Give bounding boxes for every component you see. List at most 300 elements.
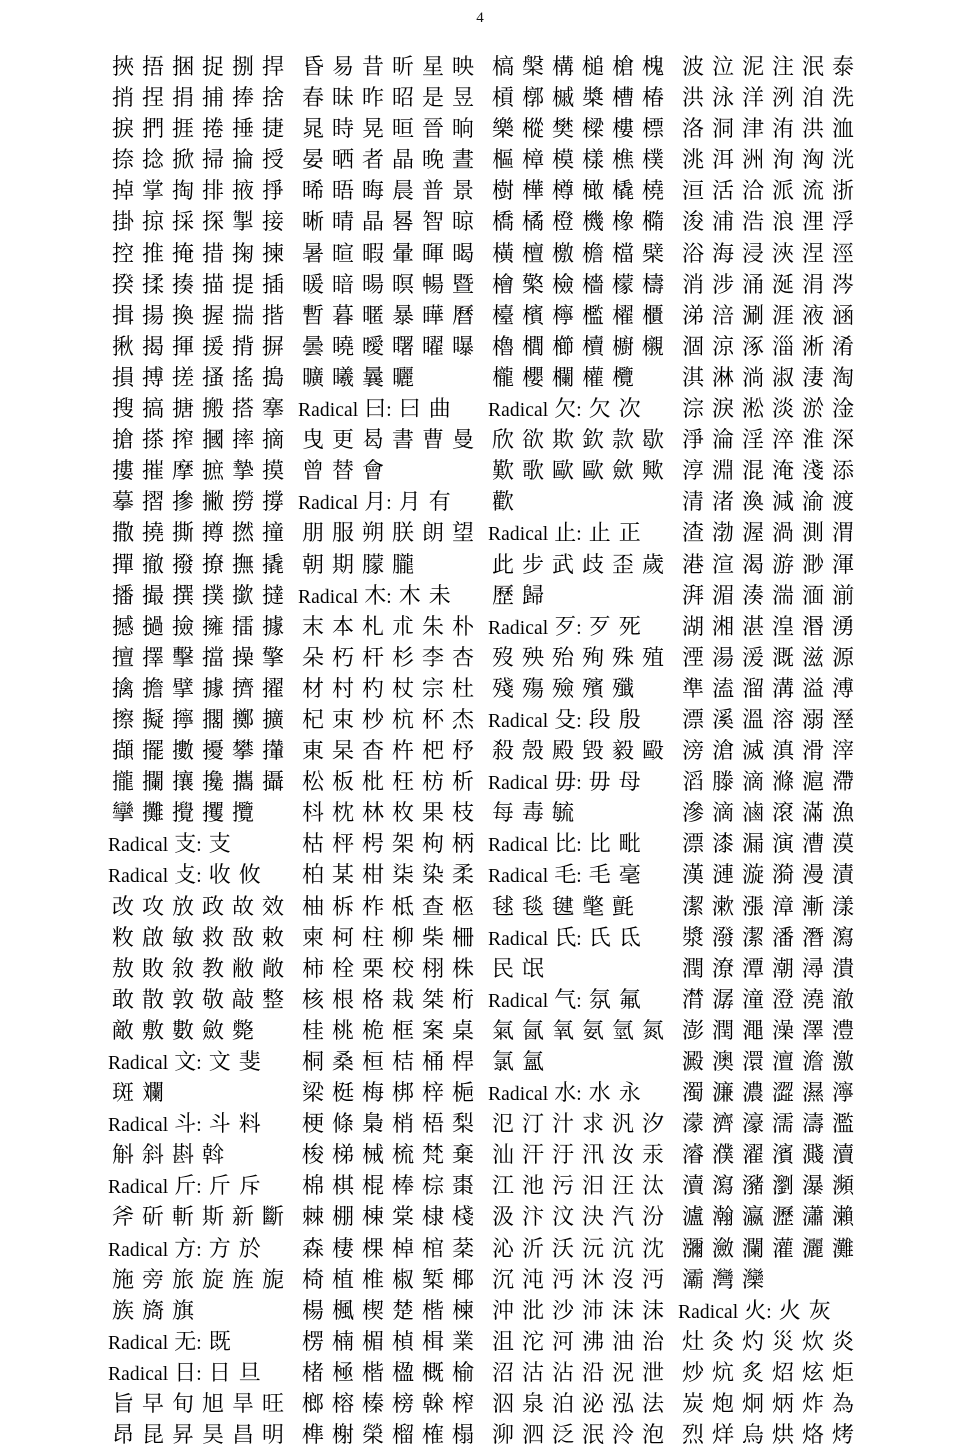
character-cell[interactable]: 沅 (581, 1236, 604, 1262)
character-cell[interactable]: 擬 (141, 707, 164, 733)
character-cell[interactable]: 溉 (771, 645, 794, 671)
character-cell[interactable]: 架 (391, 832, 414, 858)
character-cell[interactable]: 捎 (111, 86, 134, 112)
character-cell[interactable]: 汎 (611, 1112, 634, 1138)
character-cell[interactable]: 暢 (421, 272, 444, 298)
radical-glyph[interactable]: 文 (174, 1050, 197, 1075)
radical-glyph[interactable]: 火 (744, 1298, 767, 1324)
character-cell[interactable]: 搓 (171, 365, 194, 391)
character-cell[interactable]: 汕 (491, 1143, 514, 1169)
character-cell[interactable]: 烤 (831, 1423, 854, 1449)
character-cell[interactable]: 炙 (741, 1360, 764, 1386)
character-cell[interactable]: 棺 (421, 1236, 444, 1262)
character-cell[interactable]: 泯 (801, 55, 824, 80)
character-cell[interactable]: 涓 (801, 272, 824, 298)
character-cell[interactable]: 摘 (261, 428, 284, 454)
character-cell[interactable]: 桐 (301, 1050, 324, 1075)
character-cell[interactable]: 湄 (711, 583, 734, 609)
character-cell[interactable]: 掏 (171, 179, 194, 205)
character-cell[interactable]: 村 (331, 676, 354, 702)
radical-glyph[interactable]: 斗 (174, 1112, 197, 1138)
character-cell[interactable]: 撻 (261, 583, 284, 609)
character-cell[interactable]: 書 (391, 428, 414, 454)
character-cell[interactable]: 榨 (451, 1392, 474, 1418)
character-cell[interactable]: 歎 (491, 459, 514, 485)
character-cell[interactable]: 泣 (711, 55, 734, 80)
character-cell[interactable]: 污 (551, 1174, 574, 1200)
character-cell[interactable]: 瀉 (831, 925, 854, 951)
character-cell[interactable]: 杭 (391, 707, 414, 733)
character-cell[interactable]: 氧 (551, 1018, 574, 1044)
character-cell[interactable]: 沱 (521, 1329, 544, 1355)
character-cell[interactable]: 泰 (831, 55, 854, 80)
character-cell[interactable]: 炕 (711, 1360, 734, 1386)
character-cell[interactable]: 汝 (611, 1143, 634, 1169)
character-cell[interactable]: 滯 (831, 770, 854, 796)
character-cell[interactable]: 港 (681, 552, 704, 578)
character-cell[interactable]: 檸 (551, 303, 574, 329)
character-cell[interactable]: 漢 (681, 863, 704, 889)
character-cell[interactable]: 漸 (801, 894, 824, 920)
character-cell[interactable]: 月 (398, 490, 421, 516)
character-cell[interactable]: 據 (201, 676, 224, 702)
character-cell[interactable]: 梗 (301, 1112, 324, 1138)
character-cell[interactable]: 斥 (238, 1174, 261, 1200)
character-cell[interactable]: 採 (171, 210, 194, 236)
character-cell[interactable]: 汲 (491, 1205, 514, 1231)
character-cell[interactable]: 撼 (111, 614, 134, 640)
character-cell[interactable]: 淫 (741, 428, 764, 454)
character-cell[interactable]: 淚 (711, 397, 734, 423)
character-cell[interactable]: 斫 (141, 1205, 164, 1231)
character-cell[interactable]: 殮 (551, 676, 574, 702)
character-cell[interactable]: 滑 (801, 739, 824, 765)
radical-glyph[interactable]: 无 (174, 1329, 197, 1355)
character-cell[interactable]: 氅 (581, 894, 604, 920)
character-cell[interactable]: 汗 (521, 1143, 544, 1169)
character-cell[interactable]: 樂 (491, 117, 514, 143)
character-cell[interactable]: 洱 (711, 148, 734, 174)
character-cell[interactable]: 淞 (741, 397, 764, 423)
character-cell[interactable]: 晴 (331, 210, 354, 236)
character-cell[interactable]: 宗 (421, 676, 444, 702)
character-cell[interactable]: 濺 (801, 1143, 824, 1169)
character-cell[interactable]: 擁 (201, 614, 224, 640)
character-cell[interactable]: 災 (771, 1329, 794, 1355)
character-cell[interactable]: 氾 (491, 1112, 514, 1138)
character-cell[interactable]: 濮 (711, 1143, 734, 1169)
character-cell[interactable]: 束 (331, 707, 354, 733)
character-cell[interactable]: 擰 (171, 707, 194, 733)
character-cell[interactable]: 漣 (711, 863, 734, 889)
character-cell[interactable]: 沫 (641, 1298, 664, 1324)
character-cell[interactable]: 柿 (301, 956, 324, 982)
character-cell[interactable]: 桔 (391, 1050, 414, 1075)
character-cell[interactable]: 沂 (521, 1236, 544, 1262)
character-cell[interactable]: 殼 (521, 739, 544, 765)
character-cell[interactable]: 擊 (171, 645, 194, 671)
character-cell[interactable]: 析 (451, 770, 474, 796)
character-cell[interactable]: 撩 (201, 552, 224, 578)
character-cell[interactable]: 漂 (681, 707, 704, 733)
character-cell[interactable]: 棟 (361, 1205, 384, 1231)
character-cell[interactable]: 毯 (521, 894, 544, 920)
character-cell[interactable]: 條 (331, 1112, 354, 1138)
character-cell[interactable]: 炤 (771, 1360, 794, 1386)
character-cell[interactable]: 沁 (491, 1236, 514, 1262)
character-cell[interactable]: 揖 (111, 303, 134, 329)
character-cell[interactable]: 昨 (361, 86, 384, 112)
character-cell[interactable]: 步 (521, 552, 544, 578)
character-cell[interactable]: 灞 (681, 1267, 704, 1293)
character-cell[interactable]: 檗 (641, 241, 664, 267)
character-cell[interactable]: 搖 (231, 365, 254, 391)
radical-glyph[interactable]: 比 (554, 832, 577, 858)
character-cell[interactable]: 暇 (361, 241, 384, 267)
character-cell[interactable]: 掣 (231, 210, 254, 236)
character-cell[interactable]: 淘 (831, 365, 854, 391)
character-cell[interactable]: 敗 (141, 956, 164, 982)
character-cell[interactable]: 瀉 (711, 1174, 734, 1200)
character-cell[interactable]: 槃 (521, 55, 544, 80)
character-cell[interactable]: 梵 (421, 1143, 444, 1169)
character-cell[interactable]: 晃 (361, 117, 384, 143)
character-cell[interactable]: 方 (208, 1236, 231, 1262)
character-cell[interactable]: 梢 (391, 1112, 414, 1138)
character-cell[interactable]: 敝 (231, 956, 254, 982)
character-cell[interactable]: 搬 (201, 397, 224, 423)
character-cell[interactable]: 潤 (681, 956, 704, 982)
radical-glyph[interactable]: 欠 (554, 397, 577, 423)
character-cell[interactable]: 流 (801, 179, 824, 205)
character-cell[interactable]: 掃 (201, 148, 224, 174)
character-cell[interactable]: 既 (208, 1329, 231, 1355)
character-cell[interactable]: 搞 (141, 397, 164, 423)
character-cell[interactable]: 昌 (231, 1423, 254, 1449)
character-cell[interactable]: 楷 (421, 1298, 444, 1324)
character-cell[interactable]: 榮 (361, 1423, 384, 1449)
character-cell[interactable]: 朔 (361, 521, 384, 547)
character-cell[interactable]: 殖 (641, 645, 664, 671)
character-cell[interactable]: 攬 (231, 801, 254, 827)
character-cell[interactable]: 楨 (391, 1329, 414, 1355)
character-cell[interactable]: 掠 (141, 210, 164, 236)
radical-glyph[interactable]: 止 (554, 521, 577, 547)
character-cell[interactable]: 模 (551, 148, 574, 174)
character-cell[interactable]: 掖 (231, 179, 254, 205)
character-cell[interactable]: 晶 (391, 148, 414, 174)
character-cell[interactable]: 敢 (111, 987, 134, 1013)
character-cell[interactable]: 柞 (361, 894, 384, 920)
character-cell[interactable]: 曙 (391, 334, 414, 360)
character-cell[interactable]: 掩 (171, 241, 194, 267)
character-cell[interactable]: 暄 (331, 241, 354, 267)
character-cell[interactable]: 淨 (681, 428, 704, 454)
character-cell[interactable]: 敏 (171, 925, 194, 951)
character-cell[interactable]: 櫂 (611, 303, 634, 329)
character-cell[interactable]: 柢 (391, 894, 414, 920)
character-cell[interactable]: 潘 (771, 925, 794, 951)
character-cell[interactable]: 換 (171, 303, 194, 329)
character-cell[interactable]: 揩 (261, 303, 284, 329)
character-cell[interactable]: 歐 (581, 459, 604, 485)
character-cell[interactable]: 槭 (551, 86, 574, 112)
character-cell[interactable]: 激 (831, 1050, 854, 1075)
character-cell[interactable]: 桁 (451, 987, 474, 1013)
character-cell[interactable]: 摒 (261, 334, 284, 360)
character-cell[interactable]: 泯 (581, 1423, 604, 1449)
character-cell[interactable]: 查 (421, 894, 444, 920)
character-cell[interactable]: 潯 (801, 956, 824, 982)
character-cell[interactable]: 泡 (641, 1423, 664, 1449)
character-cell[interactable]: 烈 (681, 1423, 704, 1449)
character-cell[interactable]: 啟 (141, 925, 164, 951)
character-cell[interactable]: 改 (111, 894, 134, 920)
character-cell[interactable]: 漠 (831, 832, 854, 858)
character-cell[interactable]: 晾 (451, 210, 474, 236)
character-cell[interactable]: 潔 (741, 925, 764, 951)
character-cell[interactable]: 散 (141, 987, 164, 1013)
character-cell[interactable]: 桅 (361, 1018, 384, 1044)
character-cell[interactable]: 枸 (421, 832, 444, 858)
character-cell[interactable]: 炒 (681, 1360, 704, 1386)
character-cell[interactable]: 搜 (111, 397, 134, 423)
character-cell[interactable]: 沘 (521, 1298, 544, 1324)
character-cell[interactable]: 炫 (801, 1360, 824, 1386)
character-cell[interactable]: 杪 (361, 707, 384, 733)
character-cell[interactable]: 擴 (261, 707, 284, 733)
character-cell[interactable]: 炭 (681, 1392, 704, 1418)
character-cell[interactable]: 湧 (831, 614, 854, 640)
character-cell[interactable]: 沒 (611, 1267, 634, 1293)
character-cell[interactable]: 楹 (391, 1360, 414, 1386)
character-cell[interactable]: 氳 (521, 1050, 544, 1075)
character-cell[interactable]: 據 (261, 614, 284, 640)
character-cell[interactable]: 汴 (521, 1205, 544, 1231)
character-cell[interactable]: 浪 (771, 210, 794, 236)
character-cell[interactable]: 洞 (711, 117, 734, 143)
character-cell[interactable]: 濕 (801, 1081, 824, 1107)
character-cell[interactable]: 東 (301, 739, 324, 765)
character-cell[interactable]: 殿 (551, 739, 574, 765)
character-cell[interactable]: 柯 (331, 925, 354, 951)
character-cell[interactable]: 撬 (261, 552, 284, 578)
character-cell[interactable]: 溶 (771, 707, 794, 733)
character-cell[interactable]: 推 (141, 241, 164, 267)
character-cell[interactable]: 椒 (391, 1267, 414, 1293)
character-cell[interactable]: 棘 (301, 1205, 324, 1231)
character-cell[interactable]: 果 (421, 801, 444, 827)
character-cell[interactable]: 朱 (421, 614, 444, 640)
character-cell[interactable]: 掄 (231, 148, 254, 174)
character-cell[interactable]: 毽 (551, 894, 574, 920)
character-cell[interactable]: 槌 (581, 55, 604, 80)
character-cell[interactable]: 日 (208, 1360, 231, 1386)
character-cell[interactable]: 渦 (771, 521, 794, 547)
character-cell[interactable]: 樑 (581, 117, 604, 143)
character-cell[interactable]: 楊 (301, 1298, 324, 1324)
character-cell[interactable]: 摻 (171, 490, 194, 516)
character-cell[interactable]: 泊 (551, 1392, 574, 1418)
character-cell[interactable]: 淹 (771, 459, 794, 485)
character-cell[interactable]: 根 (331, 987, 354, 1013)
character-cell[interactable]: 杳 (361, 739, 384, 765)
character-cell[interactable]: 柩 (451, 894, 474, 920)
radical-glyph[interactable]: 支 (174, 832, 197, 858)
character-cell[interactable]: 檢 (551, 272, 574, 298)
character-cell[interactable]: 烏 (741, 1423, 764, 1449)
character-cell[interactable]: 措 (201, 241, 224, 267)
character-cell[interactable]: 朝 (301, 552, 324, 578)
character-cell[interactable]: 擢 (261, 676, 284, 702)
character-cell[interactable]: 攜 (231, 770, 254, 796)
character-cell[interactable]: 棠 (391, 1205, 414, 1231)
character-cell[interactable]: 潔 (681, 894, 704, 920)
character-cell[interactable]: 涔 (831, 272, 854, 298)
character-cell[interactable]: 民 (491, 956, 514, 982)
character-cell[interactable]: 播 (111, 583, 134, 609)
character-cell[interactable]: 撥 (171, 552, 194, 578)
character-cell[interactable]: 楣 (361, 1329, 384, 1355)
character-cell[interactable]: 暘 (361, 272, 384, 298)
character-cell[interactable]: 潰 (831, 956, 854, 982)
character-cell[interactable]: 櫓 (491, 334, 514, 360)
character-cell[interactable]: 檮 (641, 272, 664, 298)
character-cell[interactable]: 滓 (831, 739, 854, 765)
character-cell[interactable]: 李 (421, 645, 444, 671)
character-cell[interactable]: 杯 (421, 707, 444, 733)
character-cell[interactable]: 滂 (681, 739, 704, 765)
character-cell[interactable]: 暫 (301, 303, 324, 329)
character-cell[interactable]: 撈 (231, 490, 254, 516)
character-cell[interactable]: 授 (261, 148, 284, 174)
character-cell[interactable]: 泳 (711, 86, 734, 112)
character-cell[interactable]: 欖 (611, 365, 634, 391)
character-cell[interactable]: 淙 (681, 397, 704, 423)
character-cell[interactable]: 板 (331, 770, 354, 796)
character-cell[interactable]: 溼 (831, 707, 854, 733)
character-cell[interactable]: 濡 (771, 1112, 794, 1138)
character-cell[interactable]: 樣 (581, 148, 604, 174)
character-cell[interactable]: 揍 (171, 272, 194, 298)
character-cell[interactable]: 氣 (491, 1018, 514, 1044)
character-cell[interactable]: 涇 (831, 241, 854, 267)
character-cell[interactable]: 晁 (301, 117, 324, 143)
character-cell[interactable]: 掀 (171, 148, 194, 174)
character-cell[interactable]: 湍 (771, 583, 794, 609)
character-cell[interactable]: 灘 (831, 1236, 854, 1262)
character-cell[interactable]: 洧 (771, 117, 794, 143)
character-cell[interactable]: 攪 (171, 801, 194, 827)
character-cell[interactable]: 效 (261, 894, 284, 920)
character-cell[interactable]: 掌 (141, 179, 164, 205)
character-cell[interactable]: 欽 (581, 428, 604, 454)
character-cell[interactable]: 旗 (171, 1298, 194, 1324)
character-cell[interactable]: 湊 (741, 583, 764, 609)
character-cell[interactable]: 捩 (111, 117, 134, 143)
radical-glyph[interactable]: 方 (174, 1236, 197, 1262)
character-cell[interactable]: 澆 (801, 987, 824, 1013)
character-cell[interactable]: 江 (491, 1174, 514, 1200)
character-cell[interactable]: 擠 (231, 676, 254, 702)
character-cell[interactable]: 沔 (641, 1267, 664, 1293)
character-cell[interactable]: 攣 (111, 801, 134, 827)
character-cell[interactable]: 棻 (451, 1236, 474, 1262)
character-cell[interactable]: 敵 (111, 1018, 134, 1044)
character-cell[interactable]: 數 (171, 1018, 194, 1044)
character-cell[interactable]: 溫 (741, 707, 764, 733)
character-cell[interactable]: 溥 (831, 676, 854, 702)
character-cell[interactable]: 澴 (741, 1050, 764, 1075)
character-cell[interactable]: 校 (391, 956, 414, 982)
character-cell[interactable]: 滌 (771, 770, 794, 796)
character-cell[interactable]: 沌 (521, 1267, 544, 1293)
character-cell[interactable]: 桂 (301, 1018, 324, 1044)
character-cell[interactable]: 汶 (551, 1205, 574, 1231)
character-cell[interactable]: 朮 (391, 614, 414, 640)
character-cell[interactable]: 攔 (141, 770, 164, 796)
character-cell[interactable]: 泄 (641, 1360, 664, 1386)
character-cell[interactable]: 捂 (141, 55, 164, 80)
character-cell[interactable]: 故 (231, 894, 254, 920)
character-cell[interactable]: 捷 (261, 117, 284, 143)
character-cell[interactable]: 槨 (521, 86, 544, 112)
character-cell[interactable]: 攸 (238, 863, 261, 889)
character-cell[interactable]: 暗 (331, 272, 354, 298)
character-cell[interactable]: 服 (331, 521, 354, 547)
character-cell[interactable]: 擦 (111, 707, 134, 733)
character-cell[interactable]: 汞 (641, 1143, 664, 1169)
character-cell[interactable]: 檔 (611, 241, 634, 267)
character-cell[interactable]: 掬 (231, 241, 254, 267)
character-cell[interactable]: 杏 (451, 645, 474, 671)
character-cell[interactable]: 搔 (201, 365, 224, 391)
character-cell[interactable]: 搶 (111, 428, 134, 454)
character-cell[interactable]: 擇 (141, 645, 164, 671)
character-cell[interactable]: 渚 (711, 490, 734, 516)
character-cell[interactable]: 滷 (741, 801, 764, 827)
character-cell[interactable]: 揉 (141, 272, 164, 298)
character-cell[interactable]: 曷 (361, 428, 384, 454)
character-cell[interactable]: 段 (588, 707, 611, 733)
character-cell[interactable]: 淆 (831, 334, 854, 360)
character-cell[interactable]: 攘 (171, 770, 194, 796)
character-cell[interactable]: 泖 (491, 1423, 514, 1449)
character-cell[interactable]: 灣 (711, 1267, 734, 1293)
character-cell[interactable]: 椎 (361, 1267, 384, 1293)
character-cell[interactable]: 泗 (521, 1423, 544, 1449)
character-cell[interactable]: 楞 (301, 1329, 324, 1355)
character-cell[interactable]: 族 (111, 1298, 134, 1324)
character-cell[interactable]: 母 (618, 770, 641, 796)
character-cell[interactable]: 武 (551, 552, 574, 578)
character-cell[interactable]: 注 (771, 55, 794, 80)
character-cell[interactable]: 枇 (361, 770, 384, 796)
character-cell[interactable]: 棉 (301, 1174, 324, 1200)
character-cell[interactable]: 澠 (741, 1018, 764, 1044)
character-cell[interactable]: 涵 (831, 303, 854, 329)
character-cell[interactable]: 替 (331, 459, 354, 485)
character-cell[interactable]: 敬 (201, 987, 224, 1013)
character-cell[interactable]: 敔 (231, 925, 254, 951)
character-cell[interactable]: 旅 (171, 1267, 194, 1293)
character-cell[interactable]: 滋 (801, 645, 824, 671)
character-cell[interactable]: 昕 (391, 55, 414, 80)
character-cell[interactable]: 氯 (491, 1050, 514, 1075)
character-cell[interactable]: 樵 (611, 148, 634, 174)
character-cell[interactable]: 沖 (491, 1298, 514, 1324)
character-cell[interactable]: 梨 (451, 1112, 474, 1138)
